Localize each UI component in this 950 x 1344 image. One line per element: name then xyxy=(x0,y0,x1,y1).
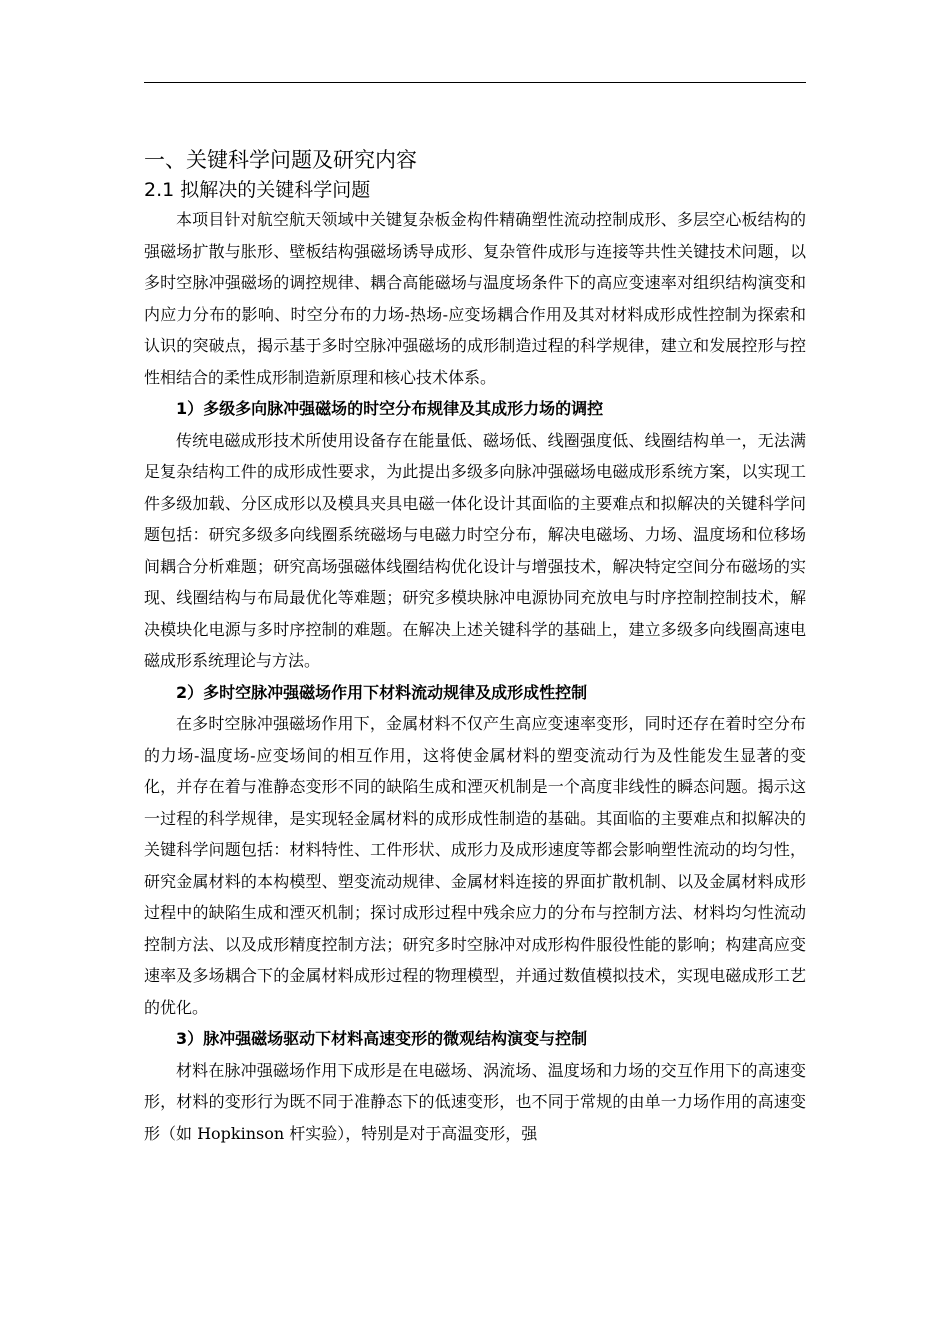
topic2-paragraph: 在多时空脉冲强磁场作用下，金属材料不仅产生高应变速率变形，同时还存在着时空分布的力场-温度场-应变场间的相互作用，这将使金属材料的塑变流动行为及性能发生显著的变化，并存在着与准静态变形不同的缺陷生成和湮灭机制是一个高度非线性的瞬态问题。揭示这一过程的科学规律，是实现轻金属材料的成形成性制造的基础。其面临的主要难点和拟解决的关键科学问题包括：材料特性、工件形状、成形力及成形速度等都会影响塑性流动的均匀性，研究金属材料的本构模型、塑变流动规律、金属材料连接的界面扩散机制、以及金属材料成形过程中的缺陷生成和湮灭机制；探讨成形过程中残余应力的分布与控制方法、材料均匀性流动控制方法、以及成形精度控制方法；研究多时空脉冲对成形构件服役性能的影响；构建高应变速率及多场耦合下的金属材料成形过程的物理模型，并通过数值模拟技术，实现电磁成形工艺的优化。 xyxy=(144,714,806,1017)
header-rule xyxy=(144,82,806,83)
intro-paragraph: 本项目针对航空航天领域中关键复杂板金构件精确塑性流动控制成形、多层空心板结构的强磁场扩散与胀形、壁板结构强磁场诱导成形、复杂管件成形与连接等共性关键技术问题，以多时空脉冲强磁场的调控规律、耦合高能磁场与温度场条件下的高应变速率对组织结构演变和内应力分布的影响、时空分布的力场-热场-应变场耦合作用及其对材料成形成性控制为探索和认识的突破点，揭示基于多时空脉冲强磁场的成形制造过程的科学规律，建立和发展控形与控性相结合的柔性成形制造新原理和核心技术体系。 xyxy=(144,210,806,387)
topic2-heading: 2）多时空脉冲强磁场作用下材料流动规律及成形成性控制 xyxy=(176,682,588,702)
document-body xyxy=(144,144,806,1149)
subsection-title: 2.1 拟解决的关键科学问题 xyxy=(144,179,371,201)
topic3-paragraph: 材料在脉冲强磁场作用下成形是在电磁场、涡流场、温度场和力场的交互作用下的高速变形，材料的变形行为既不同于准静态下的低速变形，也不同于常规的由单一力场作用的高速变形（如 Hopkinson 杆实验），特别是对于高温变形，强 xyxy=(144,1060,806,1143)
topic3-heading: 3）脉冲强磁场驱动下材料高速变形的微观结构演变与控制 xyxy=(176,1029,588,1048)
topic1-paragraph: 传统电磁成形技术所使用设备存在能量低、磁场低、线圈强度低、线圈结构单一，无法满足复杂结构工件的成形成性要求，为此提出多级多向脉冲强磁场电磁成形系统方案，以实现工件多级加载、分区成形以及模具夹具电磁一体化设计其面临的主要难点和拟解决的关键科学问题包括：研究多级多向线圈系统磁场与电磁力时空分布，解决电磁场、力场、温度场和位移场间耦合分析难题；研究高场强磁体线圈结构优化设计与增强技术，解决特定空间分布磁场的实现、线圈结构与布局最优化等难题；研究多模块脉冲电源协同充放电与时序控制控制技术，解决模块化电源与多时序控制的难题。在解决上述关键科学的基础上，建立多级多向线圈高速电磁成形系统理论与方法。 xyxy=(144,430,806,670)
topic1-heading: 1）多级多向脉冲强磁场的时空分布规律及其成形力场的调控 xyxy=(176,399,604,418)
section-title: 一、关键科学问题及研究内容 xyxy=(144,148,417,172)
